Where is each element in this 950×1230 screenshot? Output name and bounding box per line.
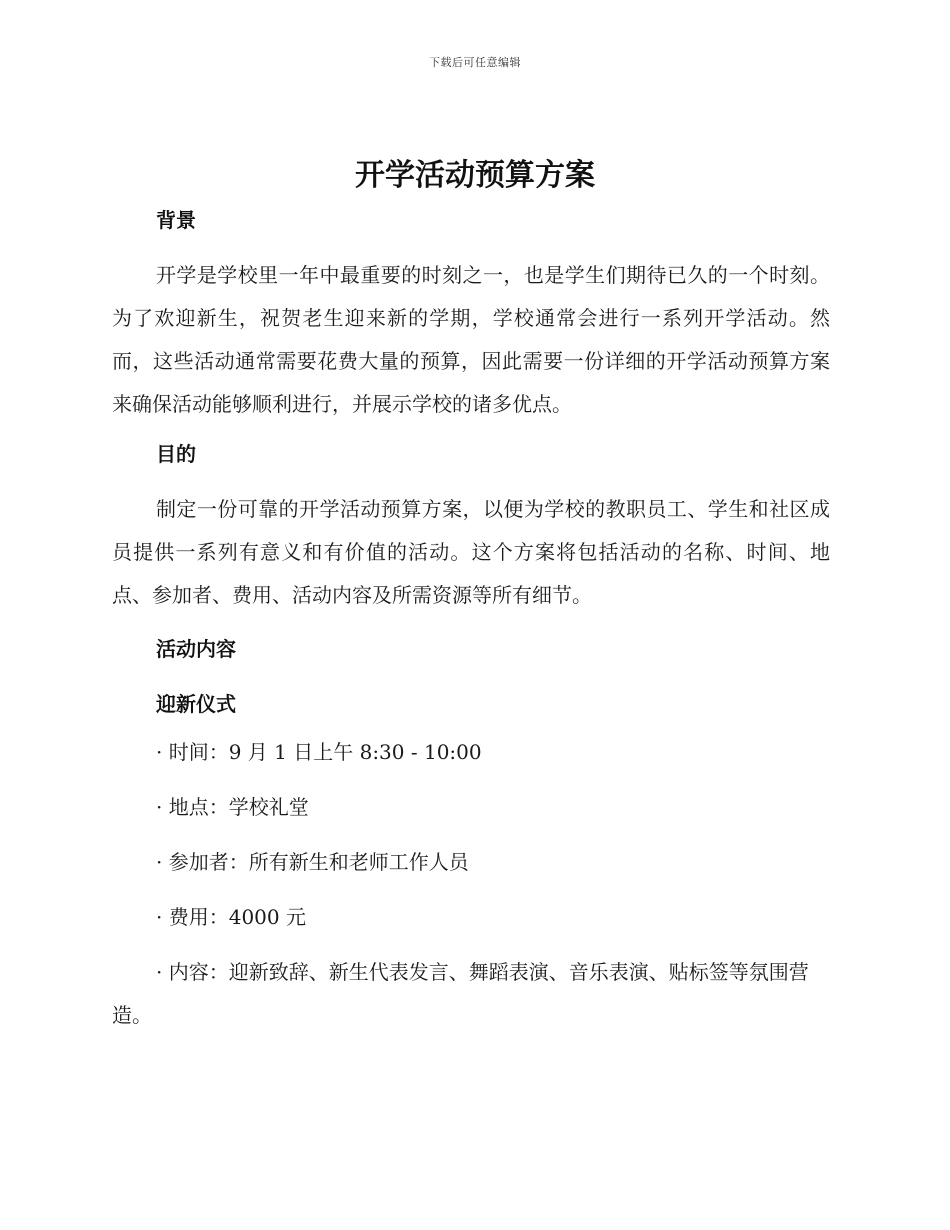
document-title: 开学活动预算方案 — [355, 158, 595, 193]
list-item-location: · 地点：学校礼堂 — [156, 795, 309, 819]
section-heading-activities: 活动内容 — [156, 637, 236, 661]
header-note: 下载后可任意编辑 — [429, 56, 521, 69]
background-paragraph: 开学是学校里一年中最重要的时刻之一，也是学生们期待已久的一个时刻。为了欢迎新生，祝贺老生迎来新的学期，学校通常会进行一系列开学活动。然而，这些活动通常需要花费大量的预算，因此需要一份详细的开学活动预算方案来确保活动能够顺利进行，并展示学校的诸多优点。 — [112, 263, 830, 416]
section-heading-background: 背景 — [156, 208, 196, 232]
subheading-welcome-ceremony: 迎新仪式 — [156, 692, 236, 716]
document-body — [112, 205, 830, 1037]
section-purpose — [112, 439, 830, 617]
list-item-cost: · 费用：4000 元 — [156, 905, 306, 929]
purpose-paragraph: 制定一份可靠的开学活动预算方案，以便为学校的教职员工、学生和社区成员提供一系列有意义和有价值的活动。这个方案将包括活动的名称、时间、地点、参加者、费用、活动内容及所需资源等所有细节。 — [112, 497, 830, 607]
section-background — [112, 205, 830, 426]
list-item-content: · 内容：迎新致辞、新生代表发言、舞蹈表演、音乐表演、贴标签等氛围营造。 — [112, 960, 809, 1027]
activity-detail-list — [112, 731, 830, 1037]
list-item-participants: · 参加者：所有新生和老师工作人员 — [156, 850, 469, 874]
section-activities — [112, 634, 830, 1037]
list-item-time: · 时间：9 月 1 日上午 8:30 - 10:00 — [156, 740, 482, 764]
section-heading-purpose: 目的 — [156, 442, 196, 466]
